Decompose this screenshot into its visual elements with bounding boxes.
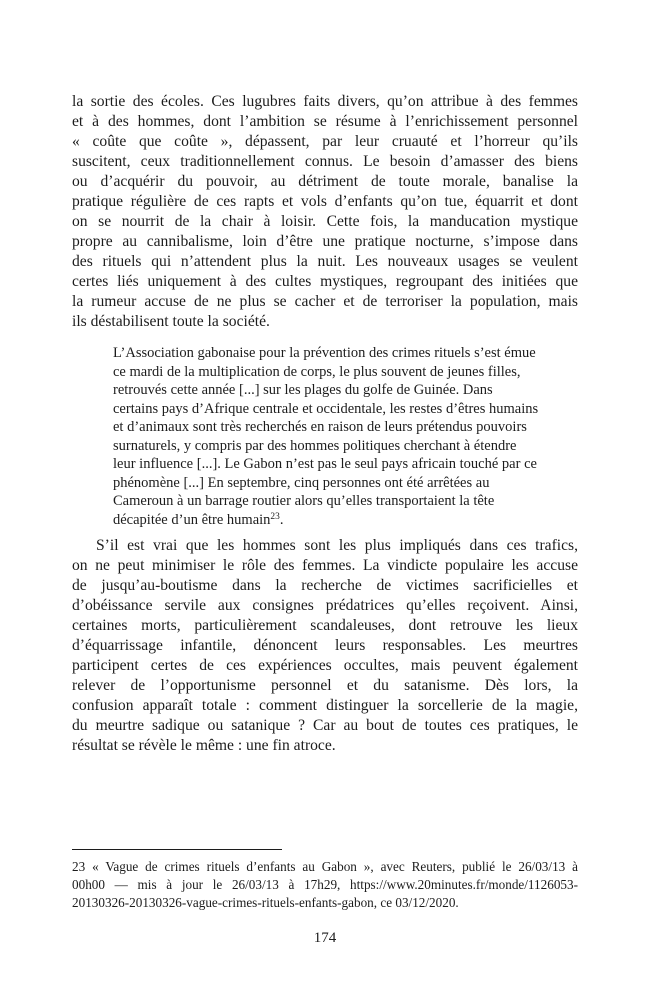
text-line: et à des hommes, dont l’ambition se résume à l’enrichissement personnel [72,113,578,130]
text-line: ils déstabilisent toute la société. [72,313,270,330]
text-line: la rumeur accuse de ne plus se cacher et de terroriser la population, mais [72,293,578,310]
text-line: et d’animaux sont très recherchés en raison de leurs prétendus pouvoirs [113,419,527,435]
text-line: S’il est vrai que les hommes sont les plus impliqués dans ces trafics, [96,537,578,554]
text-line: participent certes de ces expériences occultes, mais peuvent également [72,657,578,674]
text-line: 00h00 — mis à jour le 26/03/13 à 17h29, https://www.20minutes.fr/monde/1126053- [72,877,578,892]
text-line: 20130326-20130326-vague-crimes-rituels-enfants-gabon, ce 03/12/2020. [72,895,459,910]
text-line: ou d’acquérir du pouvoir, au détriment de toute morale, banalise la [72,173,578,190]
text-line: décapitée d’un être humain$^{23}$. [113,511,284,528]
text-line: leur influence [...]. Le Gabon n’est pas le seul pays africain touché par ce [113,456,537,472]
text-line: retrouvés cette année [...] sur les plages du golfe de Guinée. Dans [113,382,493,398]
footnote-reference: 23 [270,512,280,523]
text-line: certains pays d’Afrique centrale et occidentale, les restes d’êtres humains [113,400,539,417]
text-line: du meurtre sadique ou satanique ? Car au bout de toutes ces pratiques, le [72,717,578,734]
body-paragraph-1 [72,92,578,332]
text-line: propre au cannibalisme, loin d’être une pratique nocturne, s’impose dans [72,233,578,250]
text-line: phénomène [...] En septembre, cinq personnes ont été arrêtées au [113,474,490,491]
text-line: suscitent, ceux traditionnellement connus. Le besoin d’amasser des biens [72,153,578,170]
page-number: 174 [313,930,337,946]
text-line: la sortie des écoles. Ces lugubres faits divers, qu’on attribue à des femmes [72,93,578,110]
text-line: « coûte que coûte », dépassent, par leur cruauté et l’horreur qu’ils [72,133,578,150]
text-line: certes liés uniquement à des cultes mystiques, regroupant des initiées que [72,273,578,290]
text-line: pratique régulière de ces rapts et vols d’enfants qu’on tue, équarrit et dont [72,193,578,210]
text-line: on se nourrit de la chair à loisir. Cette fois, la manducation mystique [72,213,578,230]
body-paragraph-2 [72,536,578,756]
text-line: confusion apparaît totale : comment distinguer la sorcellerie de la magie, [72,697,578,714]
text-line: 23 « Vague de crimes rituels d’enfants au Gabon », avec Reuters, publié le 26/03/13 à [72,859,578,874]
text-line: on ne peut minimiser le rôle des femmes. La vindicte populaire les accuse [72,557,578,574]
text-line: des rituels qui n’attendent plus la nuit. Les nouveaux usages se veulent [72,253,578,270]
text-line: relever de l’opportunisme personnel et du satanisme. Dès lors, la [72,677,578,694]
block-quote [113,344,578,529]
text-line: surnaturels, y compris par des hommes politiques cherchant à étendre [113,437,517,454]
text-line: L’Association gabonaise pour la prévention des crimes rituels s’est émue [113,345,536,361]
page [72,92,578,912]
text-line: d’obéissance servile aux consignes prédatrices qu’elles reçoivent. Ainsi, [72,597,578,614]
text-line: résultat se révèle le même : une fin atroce. [72,737,336,754]
text-line: certaines morts, particulièrement scandaleuses, dont retrouve les lieux [72,617,578,634]
footnote-separator-rule [72,849,282,850]
text-line: Cameroun à un barrage routier alors qu’elles transportaient la tête [113,493,495,509]
text-line: ce mardi de la multiplication de corps, le plus souvent de jeunes filles, [113,363,521,380]
text-line: de jusqu’au-boutisme dans la recherche de victimes sacrificielles et [72,577,578,594]
text-line: d’équarrissage infantile, dénoncent leurs responsables. Les meurtres [72,637,578,654]
footnote [72,858,578,912]
